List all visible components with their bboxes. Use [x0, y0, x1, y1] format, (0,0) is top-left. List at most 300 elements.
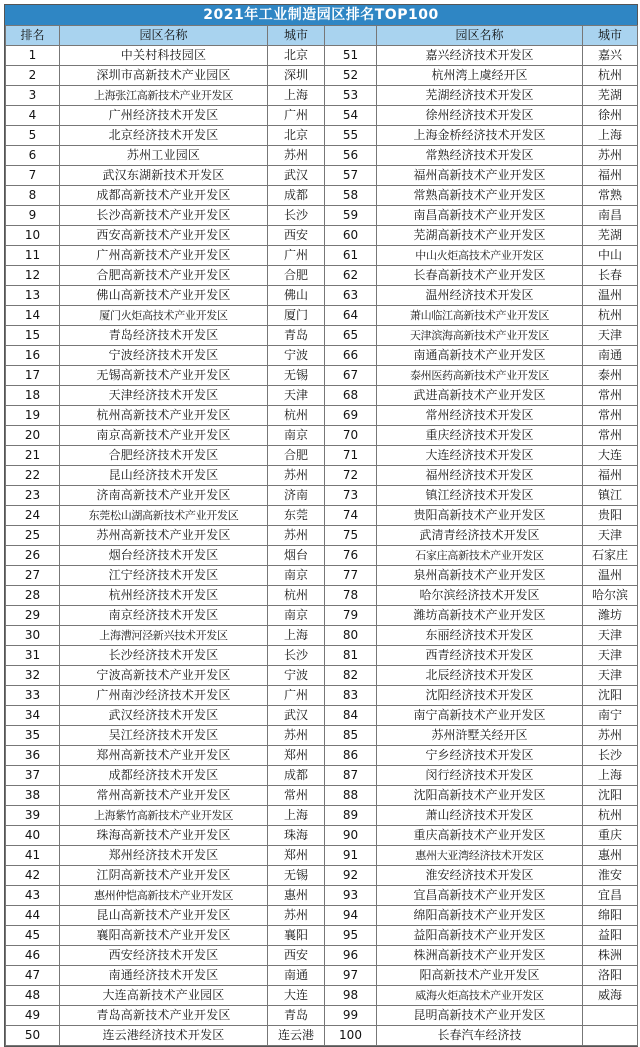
rank-cell: 95 — [325, 926, 377, 946]
rank-cell: 92 — [325, 866, 377, 886]
rank-cell: 30 — [6, 626, 60, 646]
rank-cell: 20 — [6, 426, 60, 446]
city-cell: 上海 — [583, 126, 638, 146]
city-cell: 绵阳 — [583, 906, 638, 926]
rank-cell: 72 — [325, 466, 377, 486]
city-cell: 烟台 — [268, 546, 325, 566]
city-cell: 天津 — [583, 326, 638, 346]
rank-cell: 14 — [6, 306, 60, 326]
city-cell: 天津 — [583, 526, 638, 546]
rank-cell: 2 — [6, 66, 60, 86]
rank-cell: 1 — [6, 46, 60, 66]
rank-cell: 67 — [325, 366, 377, 386]
park-name-cell: 武汉东湖新技术开发区 — [60, 166, 268, 186]
park-name-cell: 惠州大亚湾经济技术开发区 — [377, 846, 583, 866]
city-cell: 哈尔滨 — [583, 586, 638, 606]
city-cell: 无锡 — [268, 866, 325, 886]
rank-cell: 91 — [325, 846, 377, 866]
city-cell: 苏州 — [268, 466, 325, 486]
city-cell: 东莞 — [268, 506, 325, 526]
city-cell: 徐州 — [583, 106, 638, 126]
park-name-cell: 重庆高新技术产业开发区 — [377, 826, 583, 846]
city-cell: 苏州 — [583, 726, 638, 746]
rank-cell: 52 — [325, 66, 377, 86]
city-cell: 益阳 — [583, 926, 638, 946]
rank-cell: 31 — [6, 646, 60, 666]
city-cell: 重庆 — [583, 826, 638, 846]
city-cell: 佛山 — [268, 286, 325, 306]
city-cell: 福州 — [583, 466, 638, 486]
ranking-sheet — [4, 4, 638, 1047]
park-name-cell: 沈阳高新技术产业开发区 — [377, 786, 583, 806]
rank-cell: 8 — [6, 186, 60, 206]
park-name-cell: 东丽经济技术开发区 — [377, 626, 583, 646]
table-row — [6, 506, 638, 526]
rank-cell: 87 — [325, 766, 377, 786]
city-cell: 温州 — [583, 286, 638, 306]
rank-cell: 51 — [325, 46, 377, 66]
park-name-cell: 昆山经济技术开发区 — [60, 466, 268, 486]
rank-cell: 42 — [6, 866, 60, 886]
rank-cell: 13 — [6, 286, 60, 306]
rank-cell: 9 — [6, 206, 60, 226]
park-name-cell: 绵阳高新技术产业开发区 — [377, 906, 583, 926]
rank-cell: 50 — [6, 1026, 60, 1046]
header-park-name-2: 园区名称 — [377, 26, 583, 46]
city-cell: 连云港 — [268, 1026, 325, 1046]
park-name-cell: 天津滨海高新技术产业开发区 — [377, 326, 583, 346]
city-cell: 北京 — [268, 46, 325, 66]
park-name-cell: 北辰经济技术开发区 — [377, 666, 583, 686]
table-row — [6, 226, 638, 246]
table-row — [6, 626, 638, 646]
park-name-cell: 长沙经济技术开发区 — [60, 646, 268, 666]
table-row — [6, 206, 638, 226]
rank-cell: 57 — [325, 166, 377, 186]
rank-cell: 21 — [6, 446, 60, 466]
park-name-cell: 贵阳高新技术产业开发区 — [377, 506, 583, 526]
city-cell: 株洲 — [583, 946, 638, 966]
table-row — [6, 1026, 638, 1046]
park-name-cell: 长春高新技术产业开发区 — [377, 266, 583, 286]
park-name-cell: 合肥高新技术产业开发区 — [60, 266, 268, 286]
header-rank-2 — [325, 26, 377, 46]
park-name-cell: 淮安经济技术开发区 — [377, 866, 583, 886]
city-cell: 长沙 — [268, 646, 325, 666]
city-cell: 深圳 — [268, 66, 325, 86]
rank-cell: 35 — [6, 726, 60, 746]
city-cell: 苏州 — [583, 146, 638, 166]
table-row — [6, 786, 638, 806]
city-cell: 杭州 — [583, 806, 638, 826]
city-cell: 常熟 — [583, 186, 638, 206]
city-cell: 上海 — [268, 626, 325, 646]
city-cell: 芜湖 — [583, 86, 638, 106]
city-cell: 南京 — [268, 606, 325, 626]
city-cell: 温州 — [583, 566, 638, 586]
rank-cell: 98 — [325, 986, 377, 1006]
park-name-cell: 烟台经济技术开发区 — [60, 546, 268, 566]
rank-cell: 74 — [325, 506, 377, 526]
ranking-table — [5, 25, 638, 1046]
park-name-cell: 南通经济技术开发区 — [60, 966, 268, 986]
rank-cell: 100 — [325, 1026, 377, 1046]
park-name-cell: 株洲高新技术产业开发区 — [377, 946, 583, 966]
rank-cell: 62 — [325, 266, 377, 286]
city-cell: 合肥 — [268, 266, 325, 286]
rank-cell: 7 — [6, 166, 60, 186]
city-cell: 常州 — [583, 386, 638, 406]
rank-cell: 93 — [325, 886, 377, 906]
park-name-cell: 广州南沙经济技术开发区 — [60, 686, 268, 706]
park-name-cell: 合肥经济技术开发区 — [60, 446, 268, 466]
table-row — [6, 746, 638, 766]
city-cell: 芜湖 — [583, 226, 638, 246]
rank-cell: 77 — [325, 566, 377, 586]
rank-cell: 84 — [325, 706, 377, 726]
city-cell: 武汉 — [268, 166, 325, 186]
city-cell: 北京 — [268, 126, 325, 146]
table-row — [6, 606, 638, 626]
rank-cell: 63 — [325, 286, 377, 306]
park-name-cell: 宜昌高新技术产业开发区 — [377, 886, 583, 906]
rank-cell: 94 — [325, 906, 377, 926]
park-name-cell: 西青经济技术开发区 — [377, 646, 583, 666]
table-row — [6, 866, 638, 886]
table-row — [6, 46, 638, 66]
rank-cell: 88 — [325, 786, 377, 806]
city-cell: 杭州 — [268, 406, 325, 426]
rank-cell: 60 — [325, 226, 377, 246]
city-cell: 镇江 — [583, 486, 638, 506]
city-cell: 苏州 — [268, 726, 325, 746]
park-name-cell: 武清青经济技术开发区 — [377, 526, 583, 546]
rank-cell: 4 — [6, 106, 60, 126]
rank-cell: 75 — [325, 526, 377, 546]
city-cell: 宁波 — [268, 666, 325, 686]
rank-cell: 19 — [6, 406, 60, 426]
park-name-cell: 东莞松山湖高新技术产业开发区 — [60, 506, 268, 526]
park-name-cell: 上海漕河泾新兴技术开发区 — [60, 626, 268, 646]
rank-cell: 71 — [325, 446, 377, 466]
park-name-cell: 常州高新技术产业开发区 — [60, 786, 268, 806]
park-name-cell: 大连经济技术开发区 — [377, 446, 583, 466]
rank-cell: 58 — [325, 186, 377, 206]
rank-cell: 26 — [6, 546, 60, 566]
city-cell: 中山 — [583, 246, 638, 266]
rank-cell: 89 — [325, 806, 377, 826]
table-row — [6, 466, 638, 486]
table-row — [6, 406, 638, 426]
park-name-cell: 江阴高新技术产业开发区 — [60, 866, 268, 886]
city-cell: 沈阳 — [583, 686, 638, 706]
city-cell: 广州 — [268, 246, 325, 266]
city-cell: 杭州 — [583, 306, 638, 326]
park-name-cell: 上海金桥经济技术开发区 — [377, 126, 583, 146]
park-name-cell: 宁波高新技术产业开发区 — [60, 666, 268, 686]
rank-cell: 10 — [6, 226, 60, 246]
rank-cell: 59 — [325, 206, 377, 226]
park-name-cell: 天津经济技术开发区 — [60, 386, 268, 406]
city-cell: 济南 — [268, 486, 325, 506]
rank-cell: 39 — [6, 806, 60, 826]
city-cell: 成都 — [268, 766, 325, 786]
city-cell: 成都 — [268, 186, 325, 206]
park-name-cell: 阳高新技术产业开发区 — [377, 966, 583, 986]
table-row — [6, 326, 638, 346]
rank-cell: 41 — [6, 846, 60, 866]
rank-cell: 27 — [6, 566, 60, 586]
park-name-cell: 长沙高新技术产业开发区 — [60, 206, 268, 226]
park-name-cell: 江宁经济技术开发区 — [60, 566, 268, 586]
park-name-cell: 哈尔滨经济技术开发区 — [377, 586, 583, 606]
city-cell: 无锡 — [268, 366, 325, 386]
city-cell: 合肥 — [268, 446, 325, 466]
rank-cell: 47 — [6, 966, 60, 986]
table-row — [6, 346, 638, 366]
park-name-cell: 益阳高新技术产业开发区 — [377, 926, 583, 946]
table-row — [6, 286, 638, 306]
city-cell: 泰州 — [583, 366, 638, 386]
city-cell: 苏州 — [268, 906, 325, 926]
city-cell: 苏州 — [268, 146, 325, 166]
table-title: 2021年工业制造园区排名TOP100 — [5, 5, 637, 25]
park-name-cell: 常熟高新技术产业开发区 — [377, 186, 583, 206]
city-cell: 贵阳 — [583, 506, 638, 526]
city-cell: 宁波 — [268, 346, 325, 366]
header-rank: 排名 — [6, 26, 60, 46]
park-name-cell: 武汉经济技术开发区 — [60, 706, 268, 726]
park-name-cell: 萧山临江高新技术产业开发区 — [377, 306, 583, 326]
table-row — [6, 646, 638, 666]
city-cell: 郑州 — [268, 746, 325, 766]
rank-cell: 25 — [6, 526, 60, 546]
city-cell — [583, 1006, 638, 1026]
rank-cell: 18 — [6, 386, 60, 406]
rank-cell: 22 — [6, 466, 60, 486]
rank-cell: 97 — [325, 966, 377, 986]
city-cell: 宜昌 — [583, 886, 638, 906]
header-city-2: 城市 — [583, 26, 638, 46]
park-name-cell: 宁波经济技术开发区 — [60, 346, 268, 366]
park-name-cell: 苏州工业园区 — [60, 146, 268, 166]
park-name-cell: 沈阳经济技术开发区 — [377, 686, 583, 706]
rank-cell: 3 — [6, 86, 60, 106]
park-name-cell: 青岛经济技术开发区 — [60, 326, 268, 346]
table-row — [6, 666, 638, 686]
rank-cell: 80 — [325, 626, 377, 646]
rank-cell: 33 — [6, 686, 60, 706]
rank-cell: 81 — [325, 646, 377, 666]
park-name-cell: 武进高新技术产业开发区 — [377, 386, 583, 406]
rank-cell: 38 — [6, 786, 60, 806]
park-name-cell: 福州经济技术开发区 — [377, 466, 583, 486]
table-row — [6, 366, 638, 386]
rank-cell: 70 — [325, 426, 377, 446]
park-name-cell: 南昌高新技术产业开发区 — [377, 206, 583, 226]
header-park-name: 园区名称 — [60, 26, 268, 46]
rank-cell: 53 — [325, 86, 377, 106]
rank-cell: 49 — [6, 1006, 60, 1026]
table-row — [6, 946, 638, 966]
city-cell: 南京 — [268, 426, 325, 446]
table-row — [6, 306, 638, 326]
city-cell: 青岛 — [268, 1006, 325, 1026]
city-cell: 大连 — [268, 986, 325, 1006]
city-cell: 苏州 — [268, 526, 325, 546]
city-cell: 福州 — [583, 166, 638, 186]
rank-cell: 64 — [325, 306, 377, 326]
park-name-cell: 中山火炬高技术产业开发区 — [377, 246, 583, 266]
table-row — [6, 426, 638, 446]
park-name-cell: 温州经济技术开发区 — [377, 286, 583, 306]
park-name-cell: 苏州浒墅关经开区 — [377, 726, 583, 746]
park-name-cell: 长春汽车经济技 — [377, 1026, 583, 1046]
table-row — [6, 846, 638, 866]
park-name-cell: 宁乡经济技术开发区 — [377, 746, 583, 766]
rank-cell: 11 — [6, 246, 60, 266]
rank-cell: 96 — [325, 946, 377, 966]
rank-cell: 44 — [6, 906, 60, 926]
table-row — [6, 726, 638, 746]
city-cell: 杭州 — [583, 66, 638, 86]
city-cell: 青岛 — [268, 326, 325, 346]
city-cell: 威海 — [583, 986, 638, 1006]
rank-cell: 82 — [325, 666, 377, 686]
city-cell: 天津 — [583, 626, 638, 646]
rank-cell: 45 — [6, 926, 60, 946]
rank-cell: 34 — [6, 706, 60, 726]
park-name-cell: 重庆经济技术开发区 — [377, 426, 583, 446]
table-row — [6, 386, 638, 406]
rank-cell: 16 — [6, 346, 60, 366]
table-row — [6, 126, 638, 146]
table-row — [6, 106, 638, 126]
table-row — [6, 906, 638, 926]
table-row — [6, 826, 638, 846]
park-name-cell: 萧山经济技术开发区 — [377, 806, 583, 826]
rank-cell: 6 — [6, 146, 60, 166]
city-cell: 广州 — [268, 686, 325, 706]
city-cell: 天津 — [268, 386, 325, 406]
park-name-cell: 青岛高新技术产业开发区 — [60, 1006, 268, 1026]
park-name-cell: 厦门火炬高技术产业开发区 — [60, 306, 268, 326]
park-name-cell: 成都高新技术产业开发区 — [60, 186, 268, 206]
park-name-cell: 杭州高新技术产业开发区 — [60, 406, 268, 426]
park-name-cell: 杭州经济技术开发区 — [60, 586, 268, 606]
park-name-cell: 泉州高新技术产业开发区 — [377, 566, 583, 586]
rank-cell: 65 — [325, 326, 377, 346]
park-name-cell: 徐州经济技术开发区 — [377, 106, 583, 126]
park-name-cell: 镇江经济技术开发区 — [377, 486, 583, 506]
rank-cell: 85 — [325, 726, 377, 746]
park-name-cell: 泰州医药高新技术产业开发区 — [377, 366, 583, 386]
park-name-cell: 襄阳高新技术产业开发区 — [60, 926, 268, 946]
city-cell: 厦门 — [268, 306, 325, 326]
park-name-cell: 济南高新技术产业开发区 — [60, 486, 268, 506]
city-cell: 上海 — [268, 806, 325, 826]
city-cell: 南昌 — [583, 206, 638, 226]
park-name-cell: 杭州湾上虞经开区 — [377, 66, 583, 86]
city-cell: 天津 — [583, 666, 638, 686]
rank-cell: 73 — [325, 486, 377, 506]
rank-cell: 54 — [325, 106, 377, 126]
rank-cell: 61 — [325, 246, 377, 266]
park-name-cell: 连云港经济技术开发区 — [60, 1026, 268, 1046]
city-cell: 惠州 — [583, 846, 638, 866]
table-row — [6, 566, 638, 586]
city-cell: 南通 — [268, 966, 325, 986]
city-cell: 嘉兴 — [583, 46, 638, 66]
city-cell: 洛阳 — [583, 966, 638, 986]
table-row — [6, 686, 638, 706]
rank-cell: 78 — [325, 586, 377, 606]
header-city: 城市 — [268, 26, 325, 46]
city-cell: 石家庄 — [583, 546, 638, 566]
park-name-cell: 广州高新技术产业开发区 — [60, 246, 268, 266]
rank-cell: 17 — [6, 366, 60, 386]
park-name-cell: 大连高新技术产业园区 — [60, 986, 268, 1006]
city-cell: 珠海 — [268, 826, 325, 846]
rank-cell: 83 — [325, 686, 377, 706]
city-cell: 潍坊 — [583, 606, 638, 626]
park-name-cell: 常熟经济技术开发区 — [377, 146, 583, 166]
park-name-cell: 惠州仲恺高新技术产业开发区 — [60, 886, 268, 906]
rank-cell: 12 — [6, 266, 60, 286]
park-name-cell: 南宁高新技术产业开发区 — [377, 706, 583, 726]
park-name-cell: 中关村科技园区 — [60, 46, 268, 66]
table-row — [6, 926, 638, 946]
city-cell: 武汉 — [268, 706, 325, 726]
rank-cell: 24 — [6, 506, 60, 526]
park-name-cell: 昆明高新技术产业开发区 — [377, 1006, 583, 1026]
park-name-cell: 潍坊高新技术产业开发区 — [377, 606, 583, 626]
rank-cell: 66 — [325, 346, 377, 366]
park-name-cell: 威海火炬高技术产业开发区 — [377, 986, 583, 1006]
rank-cell: 23 — [6, 486, 60, 506]
park-name-cell: 成都经济技术开发区 — [60, 766, 268, 786]
park-name-cell: 北京经济技术开发区 — [60, 126, 268, 146]
city-cell: 南京 — [268, 566, 325, 586]
rank-cell: 40 — [6, 826, 60, 846]
city-cell: 杭州 — [268, 586, 325, 606]
park-name-cell: 郑州高新技术产业开发区 — [60, 746, 268, 766]
table-row — [6, 146, 638, 166]
city-cell: 大连 — [583, 446, 638, 466]
city-cell: 南通 — [583, 346, 638, 366]
park-name-cell: 西安经济技术开发区 — [60, 946, 268, 966]
rank-cell: 36 — [6, 746, 60, 766]
rank-cell: 56 — [325, 146, 377, 166]
table-row — [6, 1006, 638, 1026]
table-row — [6, 766, 638, 786]
park-name-cell: 珠海高新技术产业开发区 — [60, 826, 268, 846]
city-cell: 惠州 — [268, 886, 325, 906]
park-name-cell: 昆山高新技术产业开发区 — [60, 906, 268, 926]
city-cell: 常州 — [268, 786, 325, 806]
table-row — [6, 706, 638, 726]
table-row — [6, 546, 638, 566]
park-name-cell: 南京高新技术产业开发区 — [60, 426, 268, 446]
rank-cell: 76 — [325, 546, 377, 566]
table-row — [6, 166, 638, 186]
rank-cell: 86 — [325, 746, 377, 766]
park-name-cell: 无锡高新技术产业开发区 — [60, 366, 268, 386]
park-name-cell: 深圳市高新技术产业园区 — [60, 66, 268, 86]
city-cell: 天津 — [583, 646, 638, 666]
rank-cell: 37 — [6, 766, 60, 786]
city-cell: 郑州 — [268, 846, 325, 866]
